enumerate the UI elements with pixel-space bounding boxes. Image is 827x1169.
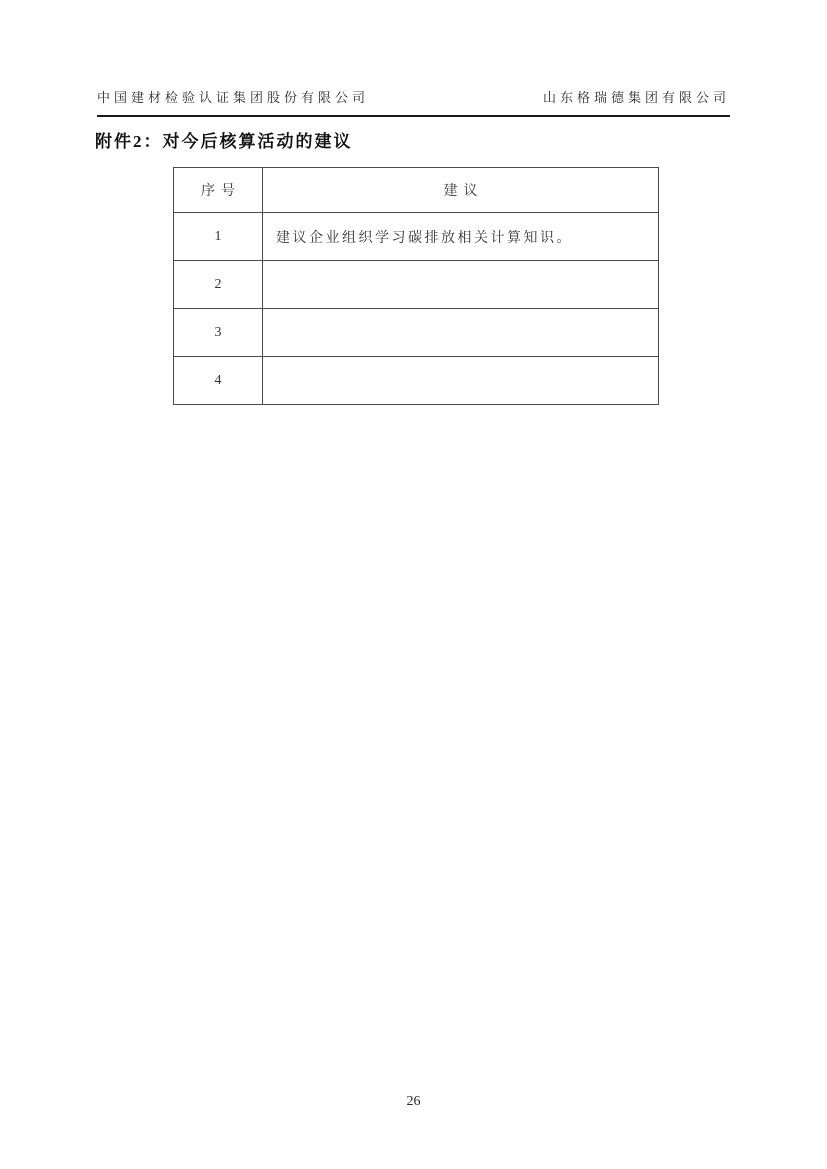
table-row [174,261,659,309]
page-footer [0,1094,827,1110]
row-2-suggestion [263,261,659,309]
suggestions-table [173,167,659,405]
table-header-serial-number: 序号 [174,168,263,213]
header-left-company: 中国建材检验认证集团股份有限公司 [97,90,370,105]
row-1-number: 1 [174,213,263,261]
table-header-row [174,168,659,213]
page-header [97,87,730,117]
header-right-company: 山东格瑞德集团有限公司 [542,90,730,105]
table-row [174,357,659,405]
row-3-suggestion [263,309,659,357]
page-number: 26 [406,1094,421,1109]
table-row [174,213,659,261]
attachment-title: 附件2：对今后核算活动的建议 [95,132,353,151]
row-2-number: 2 [174,261,263,309]
row-4-suggestion [263,357,659,405]
table-row [174,309,659,357]
row-3-number: 3 [174,309,263,357]
row-4-number: 4 [174,357,263,405]
table-header-suggestion: 建议 [263,168,659,213]
row-1-suggestion: 建议企业组织学习碳排放相关计算知识。 [263,213,659,261]
